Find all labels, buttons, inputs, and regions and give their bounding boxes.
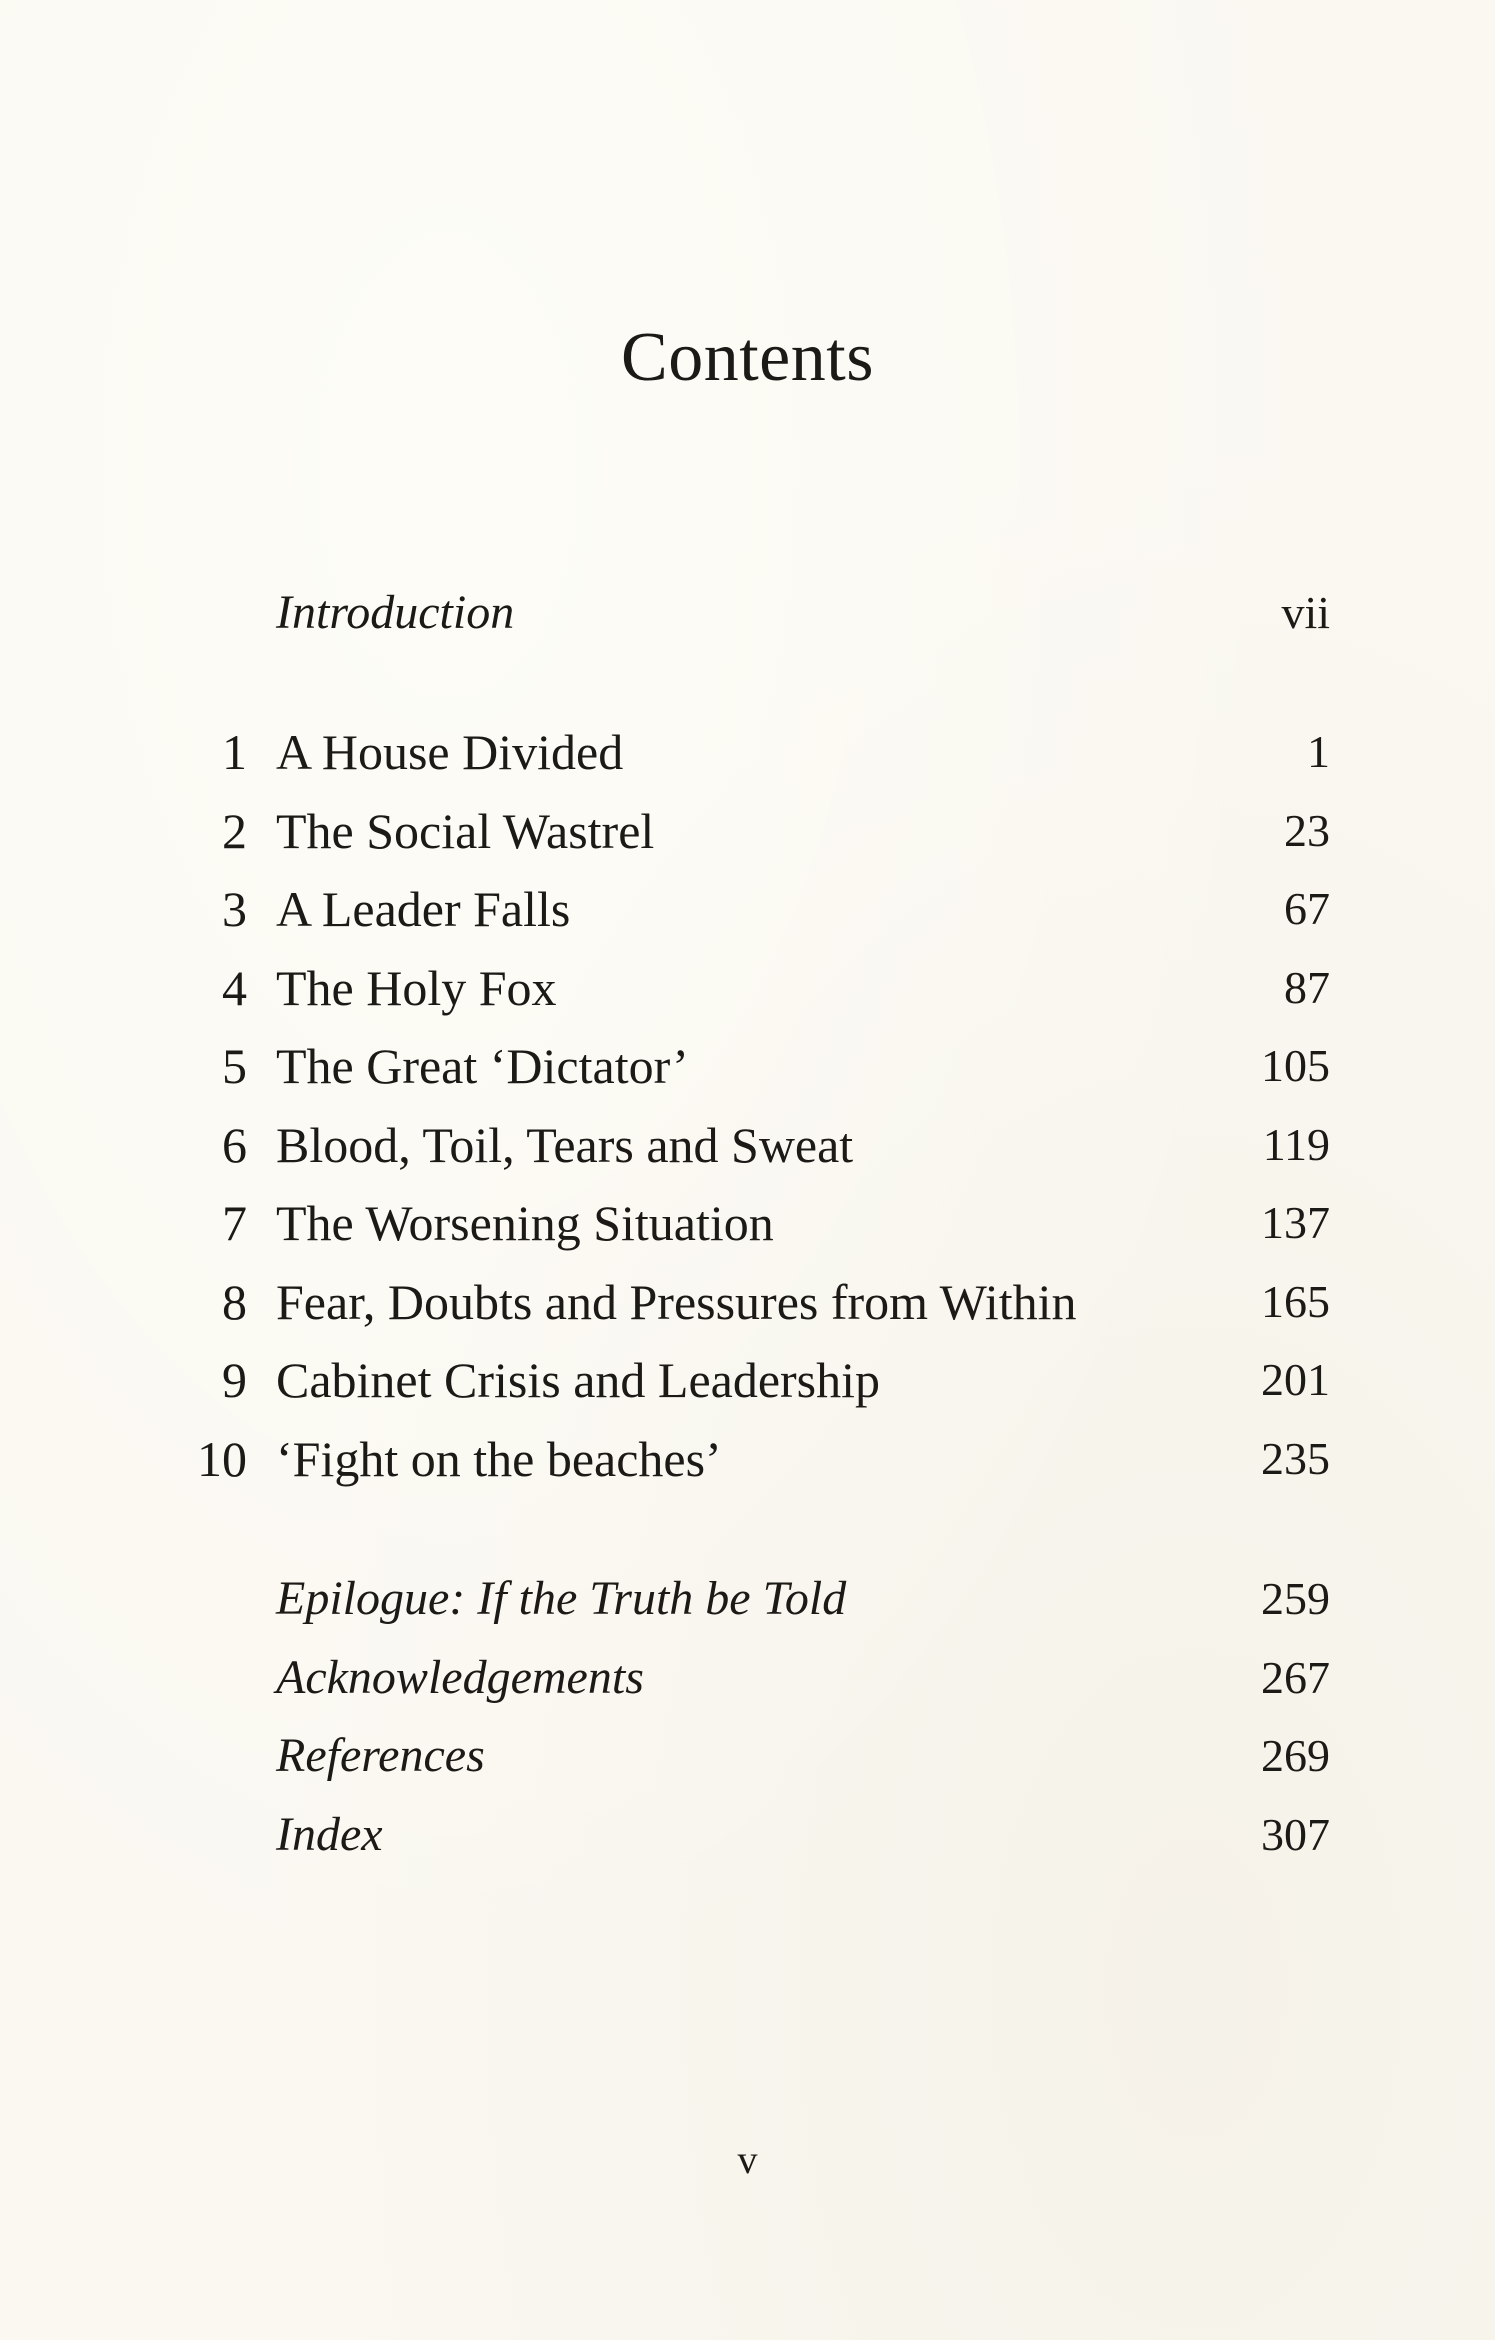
- chapter-page: 201: [1261, 1354, 1330, 1405]
- toc-entry-epilogue: [0, 1564, 1495, 1634]
- chapter-page: 235: [1261, 1433, 1330, 1484]
- toc-entry-page: 267: [1261, 1652, 1330, 1703]
- toc-entry-page: 307: [1261, 1809, 1330, 1860]
- toc-chapter-2: [0, 796, 1495, 866]
- toc-chapter-9: [0, 1345, 1495, 1415]
- toc-entry-page: 259: [1261, 1573, 1330, 1624]
- toc-chapter-1: [0, 717, 1495, 787]
- page-title: Contents: [621, 319, 874, 396]
- toc-entry-references: [0, 1721, 1495, 1791]
- toc-chapter-10: [0, 1424, 1495, 1494]
- page-number: v: [737, 2137, 758, 2182]
- chapter-page: 87: [1284, 962, 1330, 1013]
- chapter-page: 165: [1261, 1276, 1330, 1327]
- chapter-title: A Leader Falls: [276, 881, 571, 937]
- chapter-number: 2: [222, 803, 247, 859]
- toc-entry-acknowledgements: [0, 1643, 1495, 1713]
- chapter-page: 1: [1307, 726, 1330, 777]
- toc-entry-label: Introduction: [276, 586, 515, 639]
- chapter-title: The Holy Fox: [276, 960, 557, 1016]
- chapter-page: 67: [1284, 883, 1330, 934]
- toc-entry-page: 269: [1261, 1730, 1330, 1781]
- toc-chapter-8: [0, 1267, 1495, 1337]
- toc-entry-label: Acknowledgements: [276, 1651, 644, 1704]
- chapter-number: 10: [197, 1431, 247, 1487]
- toc-chapter-5: [0, 1031, 1495, 1101]
- chapter-title: The Worsening Situation: [276, 1195, 774, 1251]
- toc-chapter-3: [0, 874, 1495, 944]
- chapter-title: Fear, Doubts and Pressures from Within: [276, 1274, 1077, 1330]
- toc-chapter-6: [0, 1110, 1495, 1180]
- chapter-number: 5: [222, 1038, 247, 1094]
- chapter-number: 9: [222, 1352, 247, 1408]
- chapter-page: 119: [1262, 1119, 1330, 1170]
- toc-entry-label: Index: [276, 1808, 383, 1861]
- chapter-title: Cabinet Crisis and Leadership: [276, 1352, 881, 1408]
- chapter-number: 3: [222, 881, 247, 937]
- chapter-number: 4: [222, 960, 247, 1016]
- toc-entry-introduction: [0, 578, 1495, 648]
- toc-entry-index: [0, 1800, 1495, 1870]
- chapter-number: 1: [222, 724, 247, 780]
- toc-chapter-7: [0, 1188, 1495, 1258]
- toc-entry-page: vii: [1281, 587, 1330, 638]
- chapter-title: ‘Fight on the beaches’: [276, 1431, 722, 1487]
- chapter-title: The Great ‘Dictator’: [276, 1038, 689, 1094]
- chapter-title: The Social Wastrel: [276, 803, 655, 859]
- chapter-title: A House Divided: [276, 724, 624, 780]
- toc-entry-label: References: [276, 1729, 485, 1782]
- chapter-number: 7: [222, 1195, 247, 1251]
- chapter-page: 23: [1284, 805, 1330, 856]
- chapter-page: 137: [1261, 1197, 1330, 1248]
- chapter-page: 105: [1261, 1040, 1330, 1091]
- chapter-number: 6: [222, 1117, 247, 1173]
- toc-chapter-4: [0, 953, 1495, 1023]
- chapter-title: Blood, Toil, Tears and Sweat: [276, 1117, 854, 1173]
- chapter-number: 8: [222, 1274, 247, 1330]
- toc-entry-label: Epilogue: If the Truth be Told: [276, 1572, 847, 1625]
